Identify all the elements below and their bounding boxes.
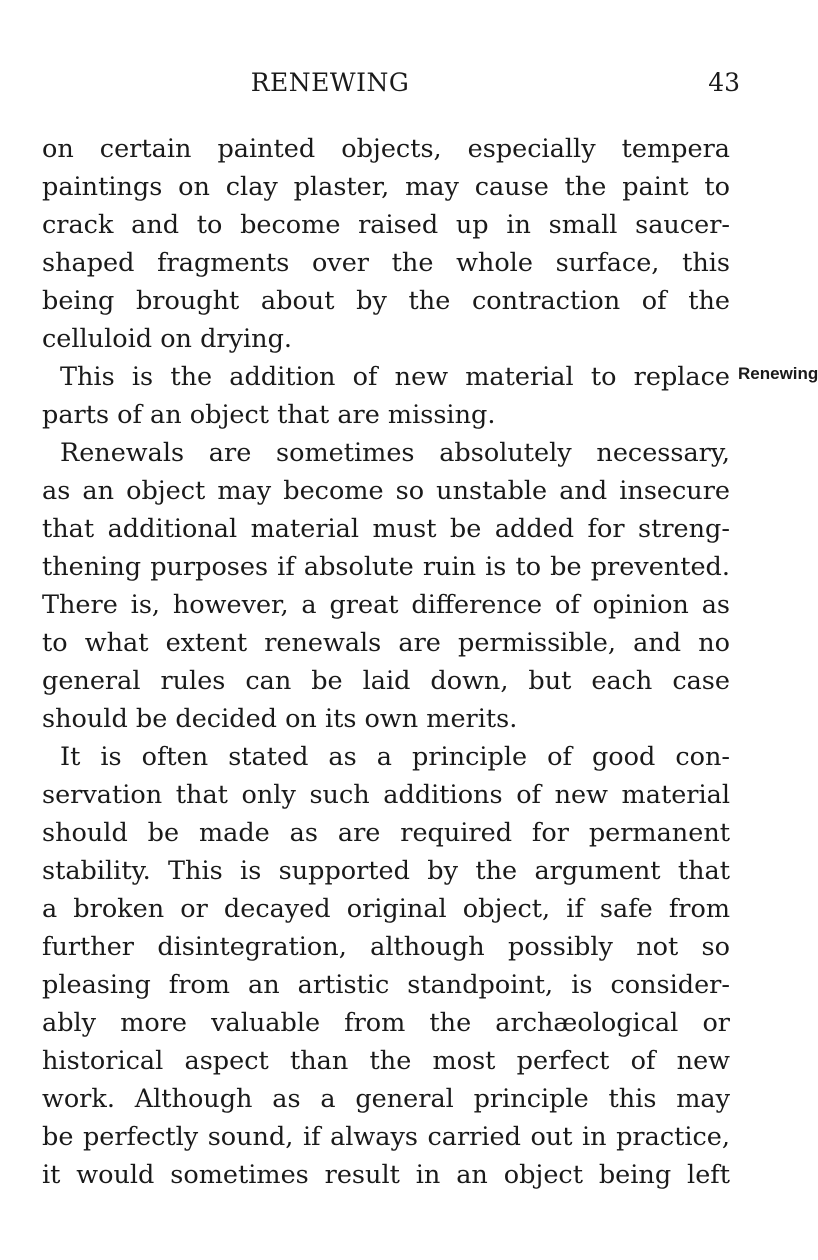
text-line: pleasing from an artistic standpoint, is consider- <box>42 970 730 1000</box>
text-line: It is often stated as a principle of good con- <box>60 742 730 772</box>
text-line: shaped fragments over the whole surface, this <box>42 248 730 278</box>
page-number: 43 <box>708 68 740 97</box>
text-line: There is, however, a great difference of opinion as <box>42 590 730 620</box>
text-line: it would sometimes result in an object being left <box>42 1160 730 1190</box>
text-line: to what extent renewals are permissible, and no <box>42 628 730 658</box>
text-line: be perfectly sound, if always carried out in practice, <box>42 1122 730 1152</box>
text-line: should be made as are required for permanent <box>42 818 730 848</box>
text-line: This is the addition of new material to replace <box>60 362 730 392</box>
text-line: a broken or decayed original object, if safe from <box>42 894 730 924</box>
margin-note: Renewing <box>738 364 818 383</box>
text-line: servation that only such additions of new material <box>42 780 730 810</box>
text-line: parts of an object that are missing. <box>42 400 496 430</box>
running-title: RENEWING <box>250 68 410 97</box>
text-line: historical aspect than the most perfect of new <box>42 1046 730 1076</box>
text-line: that additional material must be added for streng- <box>42 514 730 544</box>
text-line: as an object may become so unstable and insecure <box>42 476 730 506</box>
body-text <box>42 130 730 1194</box>
text-line: being brought about by the contraction of the <box>42 286 730 316</box>
text-line: work. Although as a general principle this may <box>42 1084 730 1114</box>
text-line: on certain painted objects, especially tempera <box>42 134 730 164</box>
text-line: further disintegration, although possibly not so <box>42 932 730 962</box>
text-line: general rules can be laid down, but each case <box>42 666 730 696</box>
text-line: crack and to become raised up in small saucer- <box>42 210 730 240</box>
text-line: ably more valuable from the archæological or <box>42 1008 730 1038</box>
text-line: paintings on clay plaster, may cause the paint to <box>42 172 730 202</box>
text-line: thening purposes if absolute ruin is to be prevented. <box>42 552 730 582</box>
text-line: celluloid on drying. <box>42 324 293 354</box>
text-line: should be decided on its own merits. <box>42 704 518 734</box>
text-line: stability. This is supported by the argument that <box>42 856 730 886</box>
text-line: Renewals are sometimes absolutely necessary, <box>60 438 730 468</box>
